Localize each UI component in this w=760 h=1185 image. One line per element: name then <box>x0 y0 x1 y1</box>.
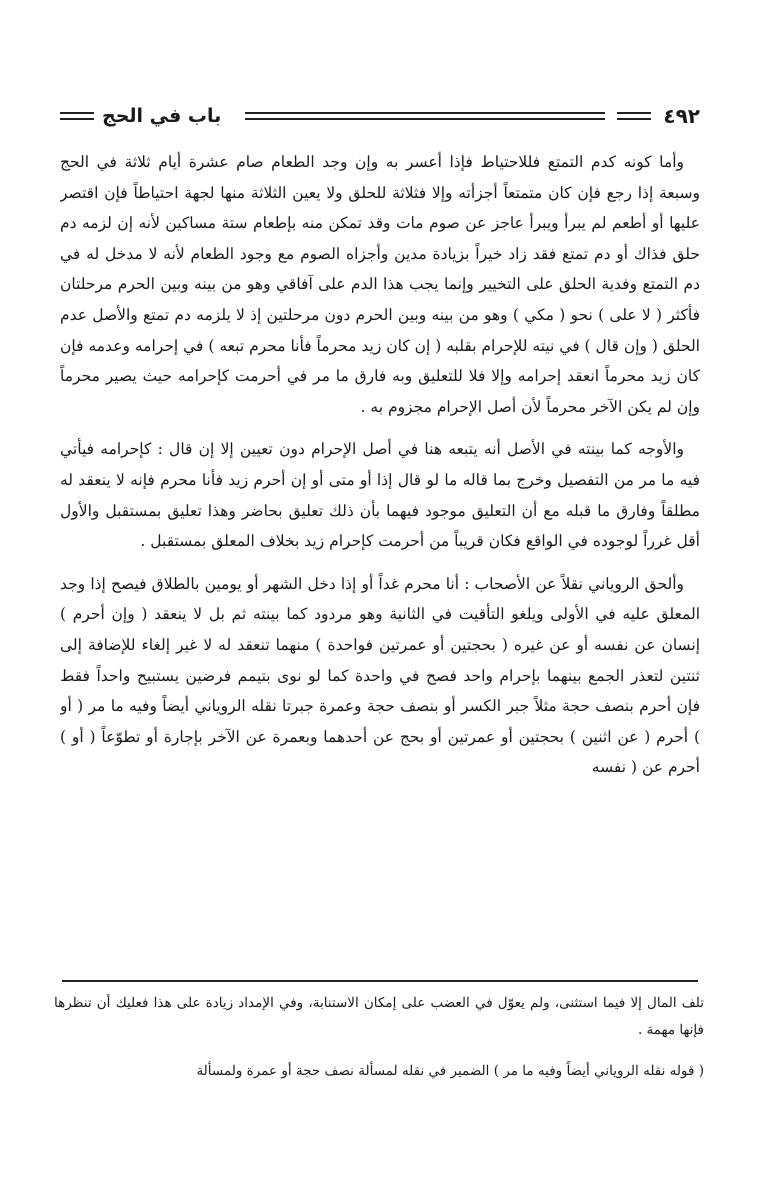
header-rule-end <box>60 112 94 121</box>
main-paragraph-2: والأوجه كما بينته في الأصل أنه يتبعه هنا في أصل الإحرام دون تعيين إلا إن قال : كإحرامه فيأتي فيه ما مر من التفصيل وخرج بما قاله ما لو قال إذا أو متى أو إن أحرم زيد فأنا محرم فإنه لا ينعقد له مطلقاً وفارق ما قبله مع أن التعليق موجود فيهما بأن ذلك تعليق بحاضر وهذا تعليق بمستقبل والأول أقل غرراً لوجوده في الواقع فكان قريباً من أحرمت كإحرام زيد بخلاف المعلق بمستقبل . <box>60 440 700 551</box>
main-paragraph-1: وأما كونه كدم التمتع فللاحتياط فإذا أعسر به وإن وجد الطعام صام عشرة أيام ثلاثة في الحج وسبعة إذا رجع فإن كان متمتعاً أجزأته وإلا فثلاثة للحلق ولا يعين الثلاثة منها لجهة احتياطاً فإن اقتصر عليها أو أطعم لم يبرأ ويبرأ عاجز عن صوم مات وقد تمكن منه بإطعام ستة مساكين لأنه إن لزمه دم حلق فذاك أو دم تمتع فقد زاد خيراً بزيادة مدين وأجزاه الصوم مع وجود الطعام لأنه لا مدخل له في دم التمتع وفدية الحلق على التخيير وإنما يجب هذا الدم على آفاقي وهو من بينه وبين الحرم مرحلتان فأكثر ( لا على ) نحو ( مكي ) وهو من بينه وبين الحرم دون مرحلتين إذ لا يلزمه دم تمتع والأصل عدم الحلق ( وإن قال ) في نيته للإحرام بقلبه ( إن كان زيد محرماً فأنا محرم تبعه ) في إحرامه وعدمه فإن كان زيد محرماً انعقد إحرامه وإلا فلا للتعليق وبه فارق ما مر في أحرمت كإحرامه حيث يصير محرماً وإن لم يكن الآخر محرماً لأن أصل الإحرام مجزوم به . <box>60 153 700 416</box>
page-number: ٤٩٢ <box>663 104 700 128</box>
header-rule-short <box>617 112 651 121</box>
footnote-divider <box>62 980 698 982</box>
chapter-title: باب في الحج <box>102 105 222 127</box>
footnote-continuation: تلف المال إلا فيما استثنى، ولم يعوّل في العضب على إمكان الاستنابة، وفي الإمداد زيادة على هذا فعليك أن تنظرها فإنها مهمة . <box>54 995 704 1038</box>
footnote-commentary: ( قوله نقله الروياني أيضاً وفيه ما مر ) الضمير في نقله لمسألة نصف حجة أو عمرة ولمسألة <box>196 1063 704 1079</box>
footnotes <box>54 990 704 1085</box>
main-paragraph-3: وألحق الروياني نقلاً عن الأصحاب : أنا محرم غداً أو إذا دخل الشهر أو يومين بالطلاق فيصح إذا وجد المعلق عليه في الأولى ويلغو التأقيت في الثانية وهو مردود كما بينته ثم بل لا ينعقد ( وإن أحرم ) إنسان عن نفسه أو عن غيره ( بحجتين أو عمرتين فواحدة ) منهما تنعقد له لا غير إلغاء للإضافة إلى ثنتين لتعذر الجمع بينهما بإحرام واحد فصح في واحدة كما لو نوى بتيمم فرضين يستبيح واحداً فقط فإن أحرم بنصف حجة مثلاً جبر الكسر أو بنصف حجة وعمرة جبرتا نقله الروياني أيضاً وفيه ما مر ( أو ) أحرم ( عن اثنين ) بحجتين أو عمرتين أو بحج عن أحدهما وبعمرة عن الآخر بإجارة أو تطوّعاً ( أو ) أحرم عن ( نفسه <box>60 574 700 777</box>
main-text <box>60 147 700 993</box>
header-rule-long <box>245 112 605 121</box>
page-header <box>60 98 700 134</box>
